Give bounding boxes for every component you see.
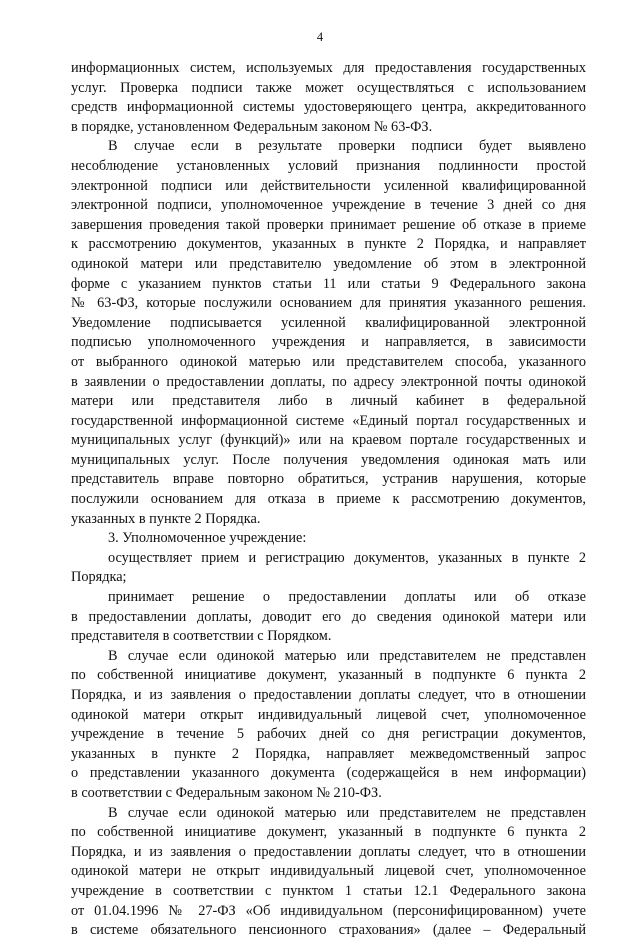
text-line: средств информационной системы удостоверяющего центра, аккредитованного xyxy=(71,99,586,116)
text-line: матери или представителя либо в личный кабинет в федеральной xyxy=(71,393,586,410)
text-line: к рассмотрению документов, указанных в пункте 2 Порядка, и направляет xyxy=(71,236,586,253)
text-line: Порядка, и из заявления о предоставлении доплаты следует, что в отношении xyxy=(71,843,586,860)
text-line: представителя в соответствии с Порядком. xyxy=(71,628,332,645)
text-line: муниципальных услуг. После получения уведомления одинокая мать или xyxy=(71,451,586,468)
text-line: послужили основанием для отказа в приеме к рассмотрению документов, xyxy=(71,491,586,508)
text-line: от 01.04.1996 № 27-ФЗ «Об индивидуальном (персонифицированном) учете xyxy=(71,902,586,919)
paragraph-first-line: В случае если одинокой матерью или представителем не представлен xyxy=(108,647,586,664)
text-line: в порядке, установленном Федеральным законом № 63-ФЗ. xyxy=(71,118,433,135)
text-line: форме с указанием пунктов статьи 11 или статьи 9 Федерального закона xyxy=(71,275,586,292)
text-line: услуг. Проверка подписи также может осуществляться с использованием xyxy=(71,79,586,96)
text-line: Порядка, и из заявления о предоставлении доплаты следует, что в отношении xyxy=(71,687,586,703)
text-line: указанных в пункте 2 Порядка. xyxy=(71,510,261,527)
text-line: учреждение в течение 5 рабочих дней со дня регистрации документов, xyxy=(71,726,586,743)
text-line: информационных систем, используемых для предоставления государственных xyxy=(71,60,586,76)
paragraph-first-line: 3. Уполномоченное учреждение: xyxy=(108,530,307,547)
text-line: Порядка; xyxy=(71,569,127,586)
text-line: завершения проведения такой проверки принимает решение об отказе в приеме xyxy=(71,216,586,233)
text-line: электронной подписи или действительности усиленной квалифицированной xyxy=(71,177,586,194)
text-line: по собственной инициативе документ, указанный в подпункте 6 пункта 2 xyxy=(71,667,586,684)
text-line: в системе обязательного пенсионного страхования» (далее – Федеральный xyxy=(71,922,586,939)
paragraph-first-line: осуществляет прием и регистрацию документов, указанных в пункте 2 xyxy=(108,549,586,566)
text-line: муниципальных услуг (функций)» или на краевом портале государственных и xyxy=(71,432,586,449)
text-line: одинокой матери открыт индивидуальный лицевой счет, уполномоченное xyxy=(71,706,586,723)
text-line: в соответствии с Федеральным законом № 210-ФЗ. xyxy=(71,784,382,801)
document-body xyxy=(71,59,586,941)
text-line: государственной информационной системе «Единый портал государственных и xyxy=(71,412,586,429)
text-line: одинокой матери или представителю уведомление об этом в электронной xyxy=(71,255,586,272)
text-line: представитель вправе повторно обратиться, устранив нарушения, которые xyxy=(71,471,586,488)
text-line: несоблюдение установленных условий признания подлинности простой xyxy=(71,157,586,174)
text-line: Уведомление подписывается усиленной квалифицированной электронной xyxy=(71,314,586,331)
text-line: о представлении указанного документа (содержащейся в нем информации) xyxy=(71,765,586,782)
page-number: 4 xyxy=(316,30,324,44)
text-line: в заявлении о предоставлении доплаты, по адресу электронной почты одинокой xyxy=(71,373,586,390)
text-line: подписью уполномоченного учреждения и направляется, в зависимости xyxy=(71,334,586,351)
text-line: по собственной инициативе документ, указанный в подпункте 6 пункта 2 xyxy=(71,824,586,841)
paragraph-first-line: В случае если одинокой матерью или представителем не представлен xyxy=(108,804,586,821)
text-line: электронной подписи, уполномоченное учреждение в течение 3 дней со дня xyxy=(71,197,586,214)
text-line: одинокой матери не открыт индивидуальный лицевой счет, уполномоченное xyxy=(71,863,586,880)
text-line: указанных в пункте 2 Порядка, направляет межведомственный запрос xyxy=(71,745,586,762)
paragraph-first-line: принимает решение о предоставлении доплаты или об отказе xyxy=(108,589,586,606)
text-line: учреждение в соответствии с пунктом 1 статьи 12.1 Федерального закона xyxy=(71,882,586,899)
text-line: от выбранного одинокой матерью или представителем способа, указанного xyxy=(71,353,586,370)
text-line: № 63-ФЗ, которые послужили основанием для принятия указанного решения. xyxy=(71,295,586,312)
paragraph-first-line: В случае если в результате проверки подписи будет выявлено xyxy=(108,138,586,155)
text-line: в предоставлении доплаты, доводит его до сведения одинокой матери или xyxy=(71,608,586,625)
